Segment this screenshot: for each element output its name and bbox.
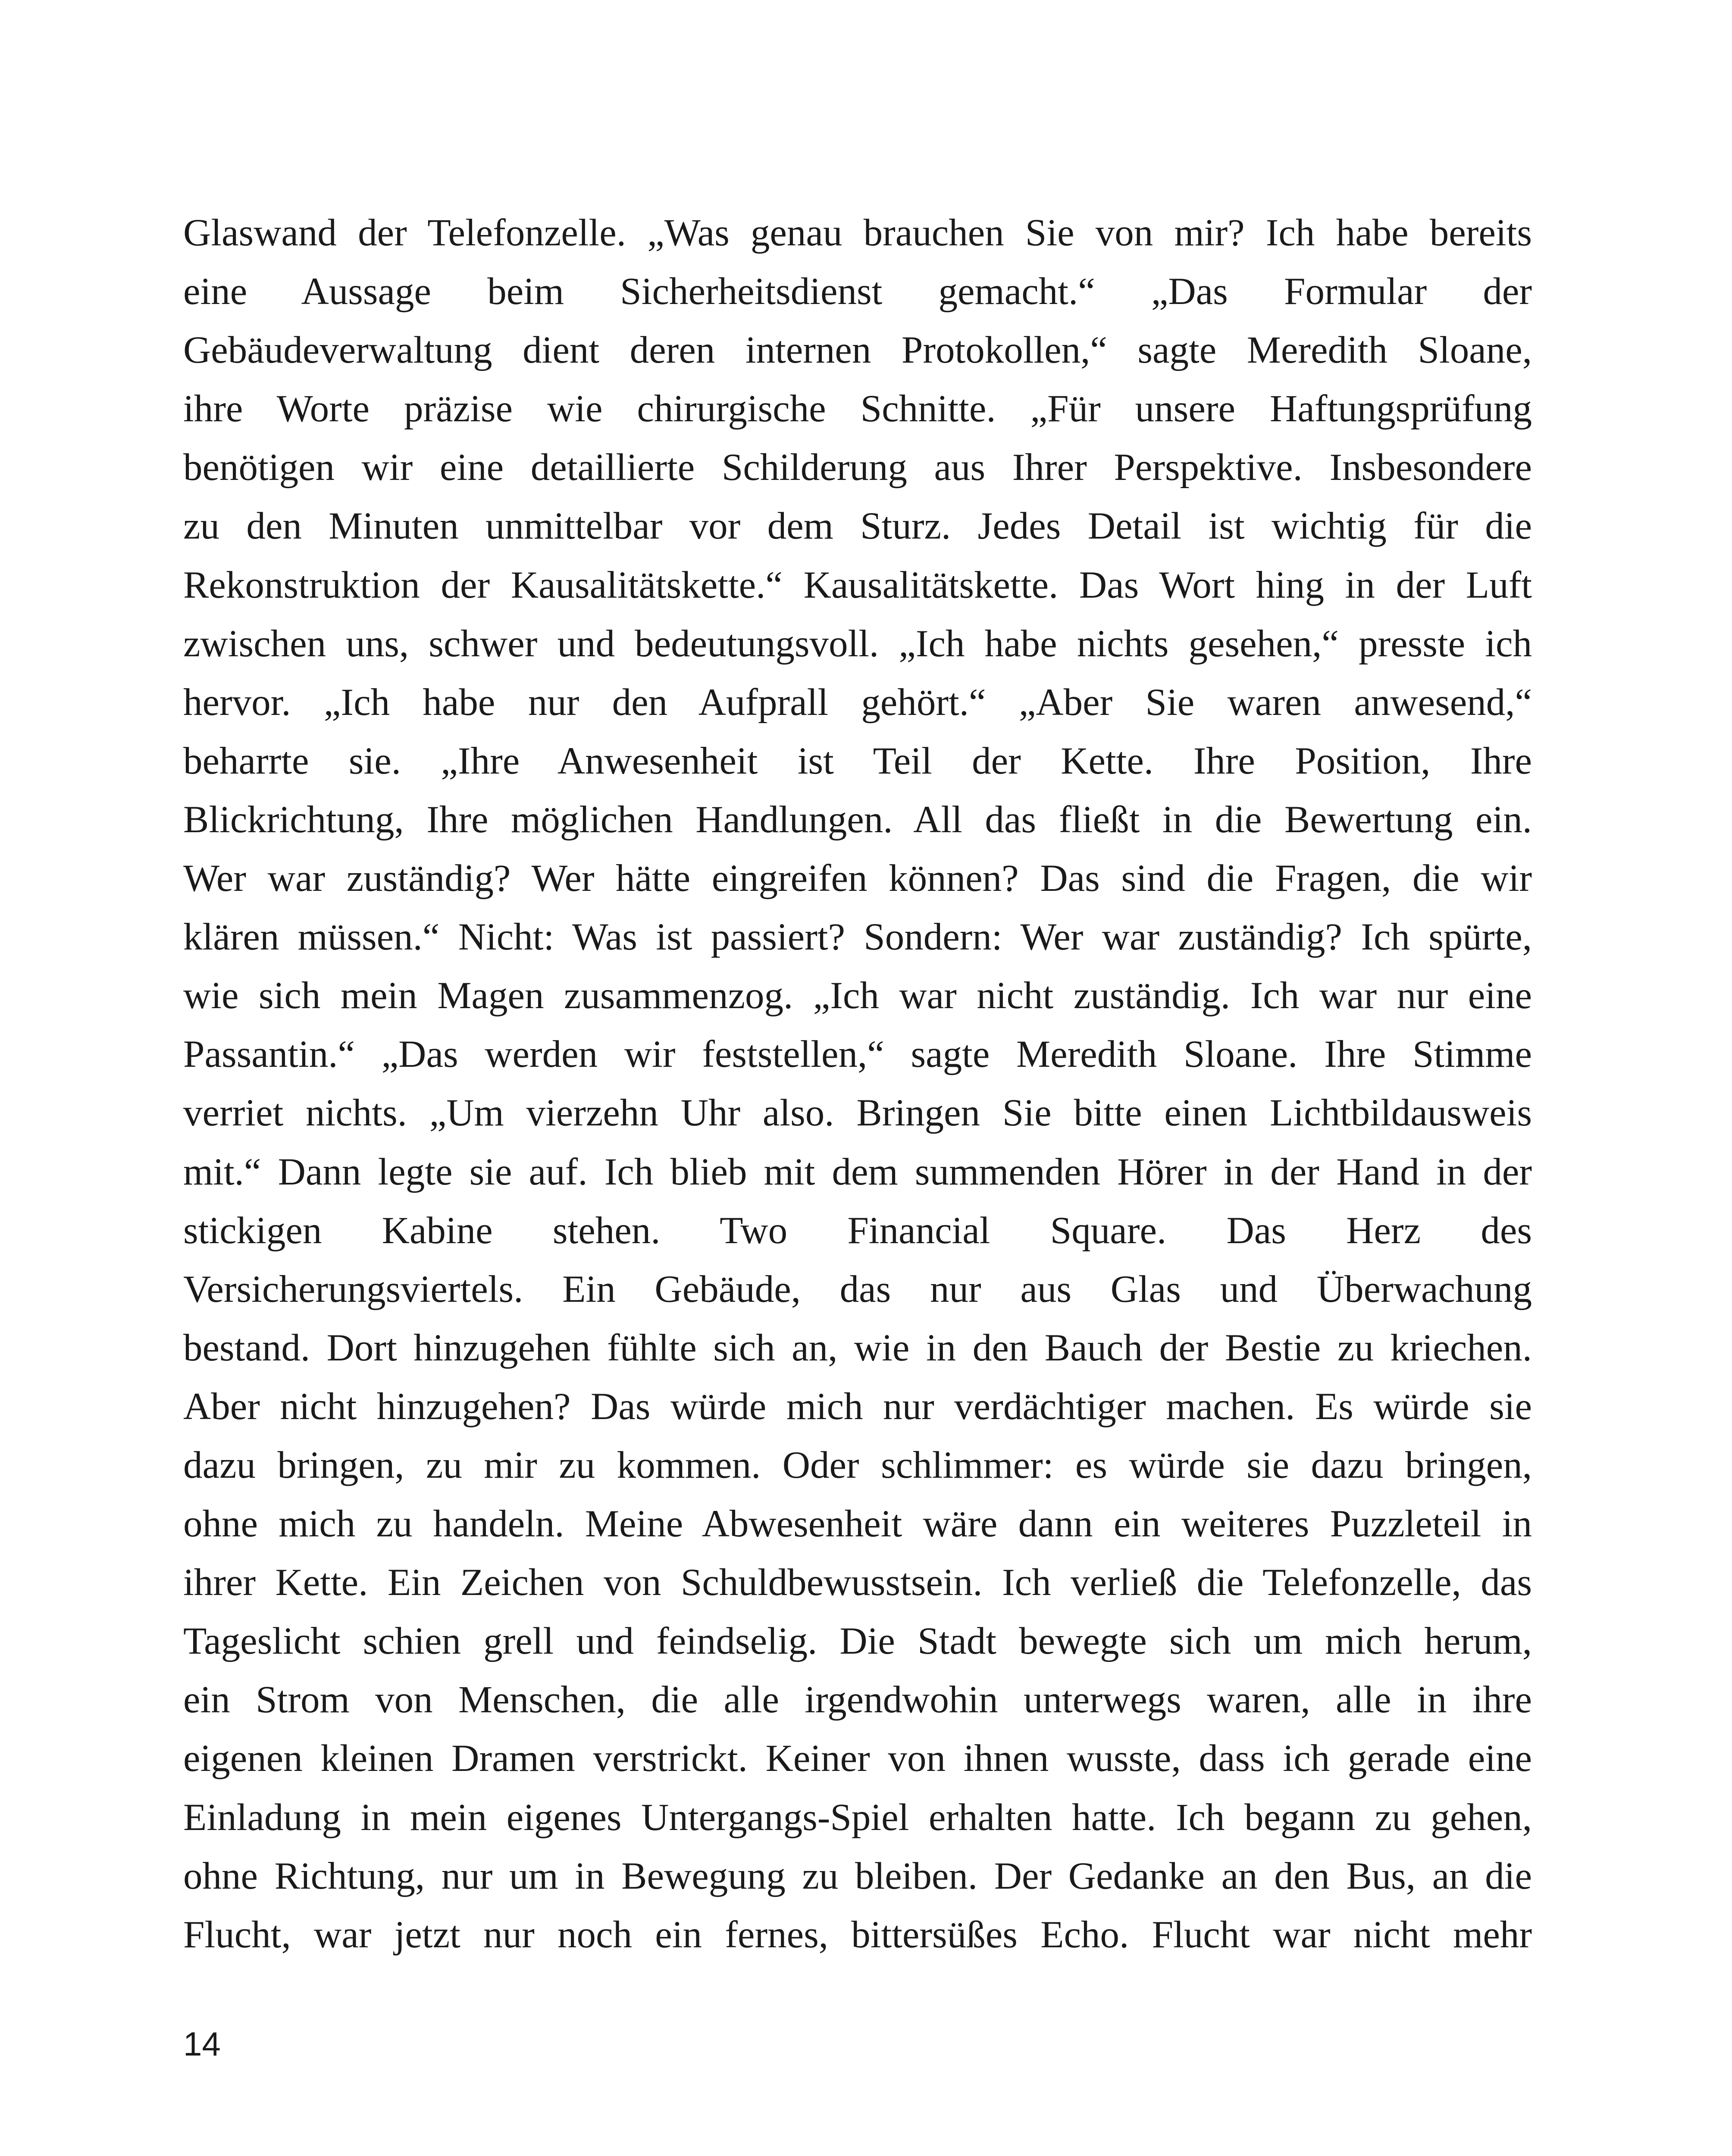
text-line: stickigen Kabine stehen. Two Financial Square. Das Herz des: [183, 1209, 1532, 1252]
text-line: Blickrichtung, Ihre möglichen Handlungen. All das fließt in die Bewertung ein.: [183, 798, 1532, 841]
text-line: hervor. „Ich habe nur den Aufprall gehört.“ „Aber Sie waren anwesend,“: [183, 681, 1532, 724]
text-line: ihre Worte präzise wie chirurgische Schnitte. „Für unsere Haftungsprüfung: [183, 388, 1532, 430]
text-line: Wer war zuständig? Wer hätte eingreifen können? Das sind die Fragen, die wir: [183, 857, 1532, 900]
text-line: beharrte sie. „Ihre Anwesenheit ist Teil der Kette. Ihre Position, Ihre: [183, 740, 1532, 782]
text-line: wie sich mein Magen zusammenzog. „Ich war nicht zuständig. Ich war nur eine: [183, 975, 1532, 1017]
text-line: zu den Minuten unmittelbar vor dem Sturz. Jedes Detail ist wichtig für die: [183, 505, 1532, 548]
text-line: Tageslicht schien grell und feindselig. Die Stadt bewegte sich um mich herum,: [183, 1620, 1532, 1663]
text-line: Rekonstruktion der Kausalitätskette.“ Kausalitätskette. Das Wort hing in der Luft: [183, 564, 1532, 606]
text-line: ein Strom von Menschen, die alle irgendwohin unterwegs waren, alle in ihre: [183, 1679, 1532, 1721]
text-line: Flucht, war jetzt nur noch ein fernes, bittersüßes Echo. Flucht war nicht mehr: [183, 1913, 1532, 1956]
text-line: mit.“ Dann legte sie auf. Ich blieb mit dem summenden Hörer in der Hand in der: [183, 1150, 1532, 1193]
text-line: Passantin.“ „Das werden wir feststellen,“ sagte Meredith Sloane. Ihre Stimme: [183, 1033, 1532, 1076]
text-line: ohne mich zu handeln. Meine Abwesenheit wäre dann ein weiteres Puzzleteil in: [183, 1503, 1532, 1545]
text-line: benötigen wir eine detaillierte Schilderung aus Ihrer Perspektive. Insbesondere: [183, 446, 1532, 489]
text-line: Aber nicht hinzugehen? Das würde mich nur verdächtiger machen. Es würde sie: [183, 1385, 1532, 1428]
text-line: ihrer Kette. Ein Zeichen von Schuldbewusstsein. Ich verließ die Telefonzelle, das: [183, 1561, 1532, 1604]
text-line: Glaswand der Telefonzelle. „Was genau brauchen Sie von mir? Ich habe bereits: [183, 212, 1532, 254]
text-line: Einladung in mein eigenes Untergangs-Spiel erhalten hatte. Ich begann zu gehen,: [183, 1796, 1532, 1839]
body-text: [183, 204, 1532, 1964]
page-number: 14: [183, 2025, 221, 2063]
text-line: klären müssen.“ Nicht: Was ist passiert? Sondern: Wer war zuständig? Ich spürte,: [183, 916, 1532, 959]
text-line: dazu bringen, zu mir zu kommen. Oder schlimmer: es würde sie dazu bringen,: [183, 1444, 1532, 1486]
text-line: zwischen uns, schwer und bedeutungsvoll. „Ich habe nichts gesehen,“ presste ich: [183, 622, 1532, 665]
text-line: Gebäudeverwaltung dient deren internen Protokollen,“ sagte Meredith Sloane,: [183, 329, 1532, 372]
text-line: verriet nichts. „Um vierzehn Uhr also. Bringen Sie bitte einen Lichtbildausweis: [183, 1092, 1532, 1134]
text-line: eigenen kleinen Dramen verstrickt. Keiner von ihnen wusste, dass ich gerade eine: [183, 1737, 1532, 1780]
text-line: bestand. Dort hinzugehen fühlte sich an, wie in den Bauch der Bestie zu kriechen.: [183, 1326, 1532, 1369]
text-line: eine Aussage beim Sicherheitsdienst gemacht.“ „Das Formular der: [183, 270, 1532, 313]
text-line: Versicherungsviertels. Ein Gebäude, das nur aus Glas und Überwachung: [183, 1268, 1532, 1310]
text-line: ohne Richtung, nur um in Bewegung zu bleiben. Der Gedanke an den Bus, an die: [183, 1855, 1532, 1897]
